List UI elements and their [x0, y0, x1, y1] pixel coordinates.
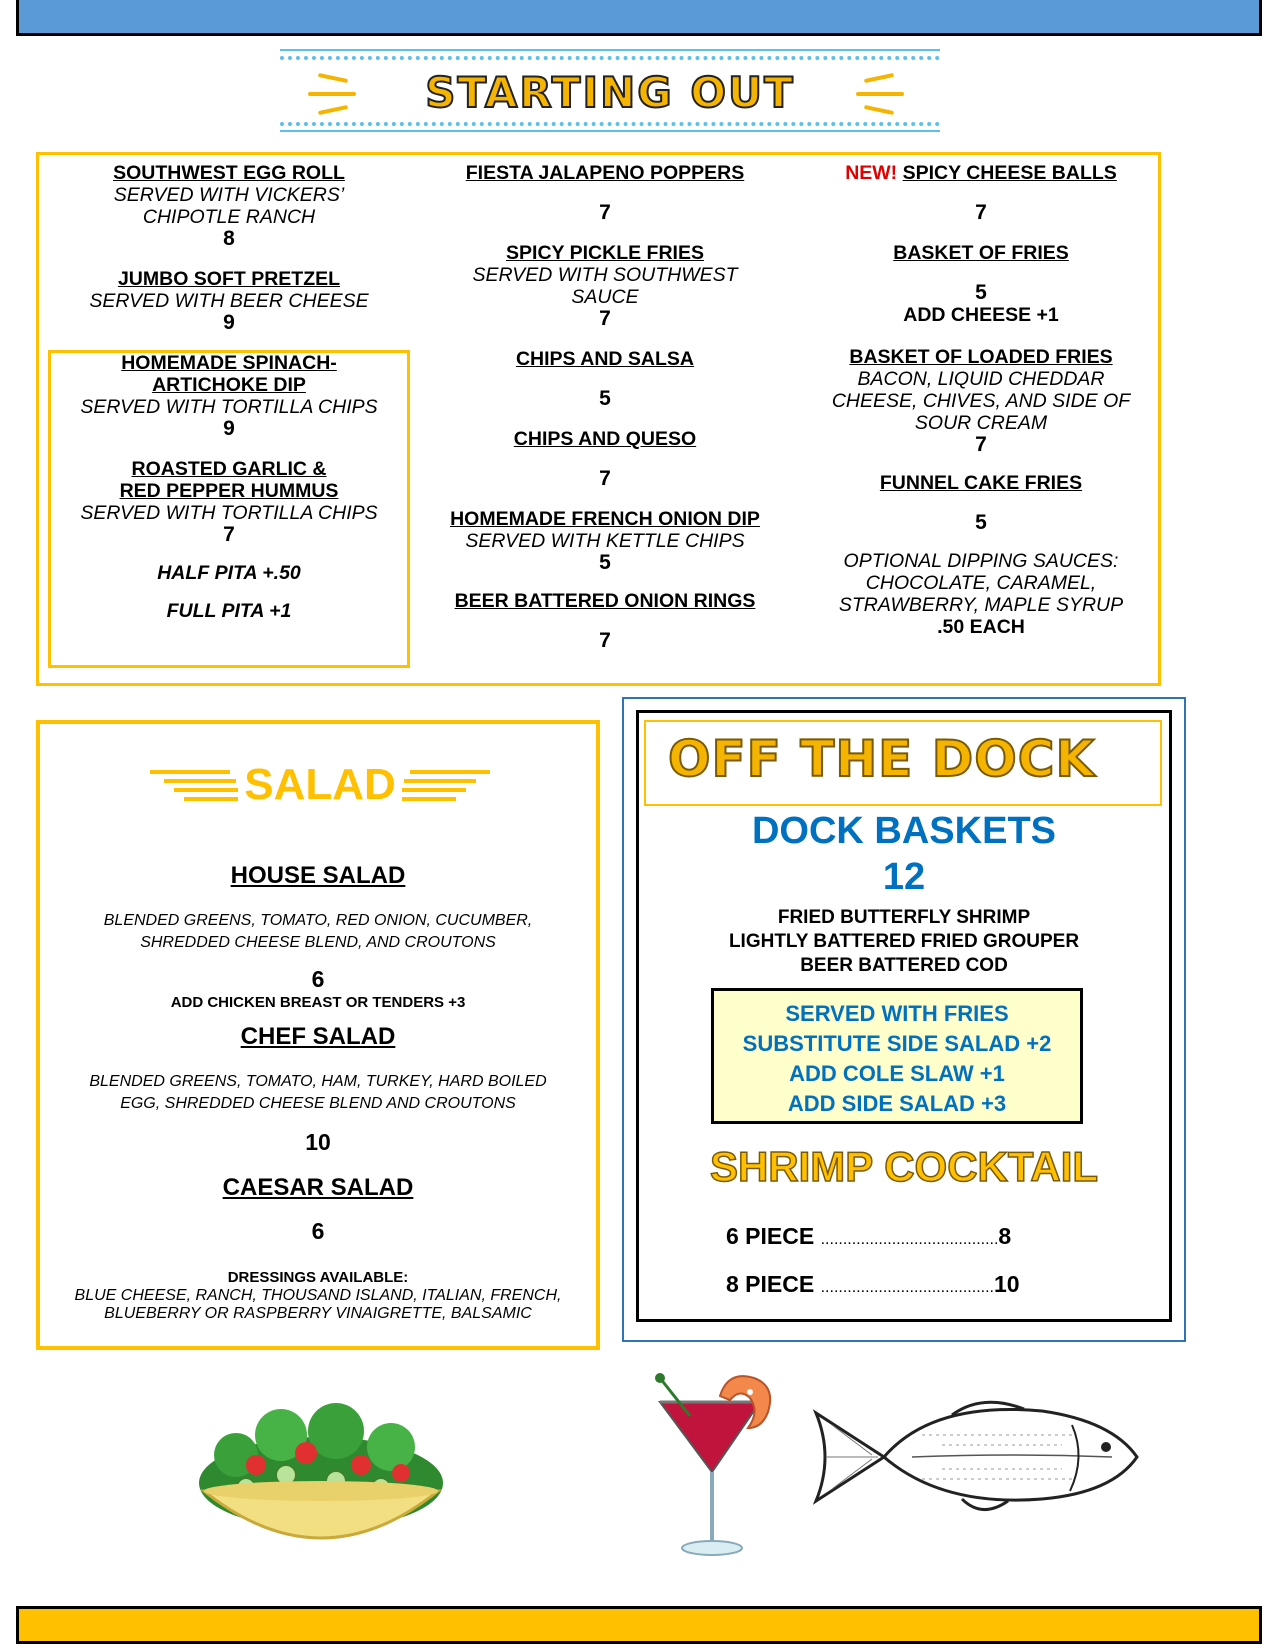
dressings-list: BLUE CHEESE, RANCH, THOUSAND ISLAND, ITALIAN, FRENCH,: [74, 1287, 562, 1304]
item-name: FUNNEL CAKE FRIES: [879, 472, 1083, 494]
leader-dots: ........................................: [820, 1231, 999, 1248]
item-name: BEER BATTERED ONION RINGS: [454, 590, 756, 612]
item-desc: SERVED WITH TORTILLA CHIPS: [80, 396, 378, 418]
item-name: HOMEMADE FRENCH ONION DIP: [450, 508, 760, 530]
chef-salad-desc: EGG, SHREDDED CHEESE BLEND AND CROUTONS: [120, 1095, 516, 1112]
starting-out-banner: [280, 48, 940, 134]
item-price: 7: [975, 201, 987, 224]
house-salad-desc: BLENDED GREENS, TOMATO, RED ONION, CUCUMBER,: [103, 912, 533, 929]
house-salad-price: 6: [311, 966, 325, 992]
sauces-line: OPTIONAL DIPPING SAUCES:: [843, 550, 1119, 572]
dock-baskets: [640, 808, 1168, 978]
starting-out-title: STARTING OUT: [425, 68, 795, 117]
shrimp-8-label: 8 PIECE: [726, 1271, 815, 1297]
salad-bowl-icon: [186, 1395, 456, 1565]
top-color-bar: [16, 0, 1262, 36]
served-line: ADD SIDE SALAD +3: [787, 1091, 1007, 1116]
shrimp-8-price: 10: [993, 1271, 1020, 1297]
item-desc: SOUR CREAM: [914, 412, 1048, 434]
leader-dots: .......................................: [820, 1279, 994, 1296]
item-name: SPICY CHEESE BALLS: [902, 162, 1117, 184]
starting-column-1: [54, 162, 404, 622]
dressings-list: BLUEBERRY OR RASPBERRY VINAIGRETTE, BALSAMIC: [104, 1305, 532, 1322]
salad-banner: [150, 760, 490, 810]
item-price: 7: [599, 629, 611, 652]
banner-right-dashes-icon: [856, 76, 912, 116]
dock-title: OFF THE DOCK: [668, 730, 1096, 788]
chef-salad-name: CHEF SALAD: [240, 1023, 396, 1050]
served-with-box: [711, 988, 1083, 1124]
item-price: 9: [223, 311, 235, 334]
fish-icon: [812, 1395, 1142, 1520]
item-price: 8: [223, 227, 235, 250]
item-name: BASKET OF FRIES: [893, 242, 1069, 264]
dock-baskets-title: DOCK BASKETS: [751, 810, 1057, 852]
item-name: CHIPS AND SALSA: [515, 348, 695, 370]
house-salad-name: HOUSE SALAD: [230, 862, 406, 889]
new-badge: NEW!: [845, 162, 898, 184]
item-price: 7: [599, 467, 611, 490]
dock-item: FRIED BUTTERFLY SHRIMP: [777, 907, 1031, 928]
shrimp-8-row: [726, 1262, 1056, 1310]
salad-right-lines-icon: [400, 768, 490, 802]
item-name: JUMBO SOFT PRETZEL: [117, 268, 341, 290]
house-salad-desc: SHREDDED CHEESE BLEND, AND CROUTONS: [140, 934, 496, 951]
addon-cheese: ADD CHEESE +1: [903, 304, 1059, 326]
sauces-line: CHOCOLATE, CARAMEL,: [865, 572, 1097, 594]
served-line: SUBSTITUTE SIDE SALAD +2: [742, 1031, 1052, 1056]
dock-item: BEER BATTERED COD: [800, 955, 1008, 976]
item-name: ROASTED GARLIC &: [131, 458, 327, 480]
shrimp-price-list: [726, 1214, 1056, 1310]
sauces-price: .50 EACH: [937, 616, 1025, 638]
dock-baskets-price: 12: [882, 856, 926, 898]
item-name: FIESTA JALAPENO POPPERS: [465, 162, 745, 184]
salad-title: SALAD: [244, 760, 396, 809]
item-price: 5: [599, 387, 611, 410]
item-name: SPICY PICKLE FRIES: [506, 242, 704, 264]
dock-item: LIGHTLY BATTERED FRIED GROUPER: [728, 931, 1080, 952]
item-price: 5: [975, 511, 987, 534]
shrimp-6-price: 8: [998, 1223, 1012, 1249]
shrimp-6-row: [726, 1214, 1056, 1262]
item-desc: SERVED WITH BEER CHEESE: [89, 290, 369, 312]
item-name: BASKET OF LOADED FRIES: [849, 346, 1113, 368]
item-price: 7: [599, 307, 611, 330]
item-price: 7: [975, 433, 987, 456]
caesar-salad-price: 6: [311, 1218, 325, 1244]
item-desc: SAUCE: [571, 286, 639, 308]
shrimp-6-label: 6 PIECE: [726, 1223, 815, 1249]
item-price: 5: [975, 281, 987, 304]
item-price: 9: [223, 417, 235, 440]
item-desc: SERVED WITH VICKERS’: [113, 184, 345, 206]
item-name: SOUTHWEST EGG ROLL: [113, 162, 345, 184]
chef-salad-price: 10: [305, 1129, 331, 1155]
dressings-label: DRESSINGS AVAILABLE:: [227, 1269, 409, 1286]
item-name: CHIPS AND QUESO: [513, 428, 697, 450]
shrimp-cocktail-title: SHRIMP COCKTAIL: [709, 1143, 1099, 1190]
served-line: ADD COLE SLAW +1: [789, 1061, 1005, 1086]
chef-salad-desc: BLENDED GREENS, TOMATO, HAM, TURKEY, HARD BOILED: [89, 1073, 547, 1090]
served-line: SERVED WITH FRIES: [785, 1001, 1009, 1026]
item-name: HOMEMADE SPINACH-: [121, 352, 337, 374]
item-desc: BACON, LIQUID CHEDDAR: [857, 368, 1105, 390]
addon-full-pita: FULL PITA +1: [166, 600, 292, 622]
item-price: 5: [599, 551, 611, 574]
house-salad-addon: ADD CHICKEN BREAST OR TENDERS +3: [170, 994, 466, 1011]
bottom-color-bar: [16, 1606, 1262, 1644]
dock-title-box: [644, 720, 1162, 806]
salad-left-lines-icon: [150, 768, 240, 802]
item-desc: SERVED WITH SOUTHWEST: [472, 264, 738, 286]
item-price: 7: [223, 523, 235, 546]
caesar-salad-name: CAESAR SALAD: [222, 1174, 414, 1201]
starting-column-2: [430, 162, 780, 652]
sauces-line: STRAWBERRY, MAPLE SYRUP: [838, 594, 1124, 616]
salad-menu: [50, 862, 586, 1323]
item-name: ARTICHOKE DIP: [152, 374, 306, 396]
addon-half-pita: HALF PITA +.50: [157, 562, 301, 584]
item-name: RED PEPPER HUMMUS: [119, 480, 339, 502]
item-desc: SERVED WITH KETTLE CHIPS: [465, 530, 745, 552]
item-desc: SERVED WITH TORTILLA CHIPS: [80, 502, 378, 524]
item-desc: CHEESE, CHIVES, AND SIDE OF: [831, 390, 1131, 412]
item-price: 7: [599, 201, 611, 224]
starting-column-3: [806, 162, 1156, 638]
item-desc: CHIPOTLE RANCH: [142, 206, 316, 228]
shrimp-cocktail-icon: [650, 1372, 780, 1572]
